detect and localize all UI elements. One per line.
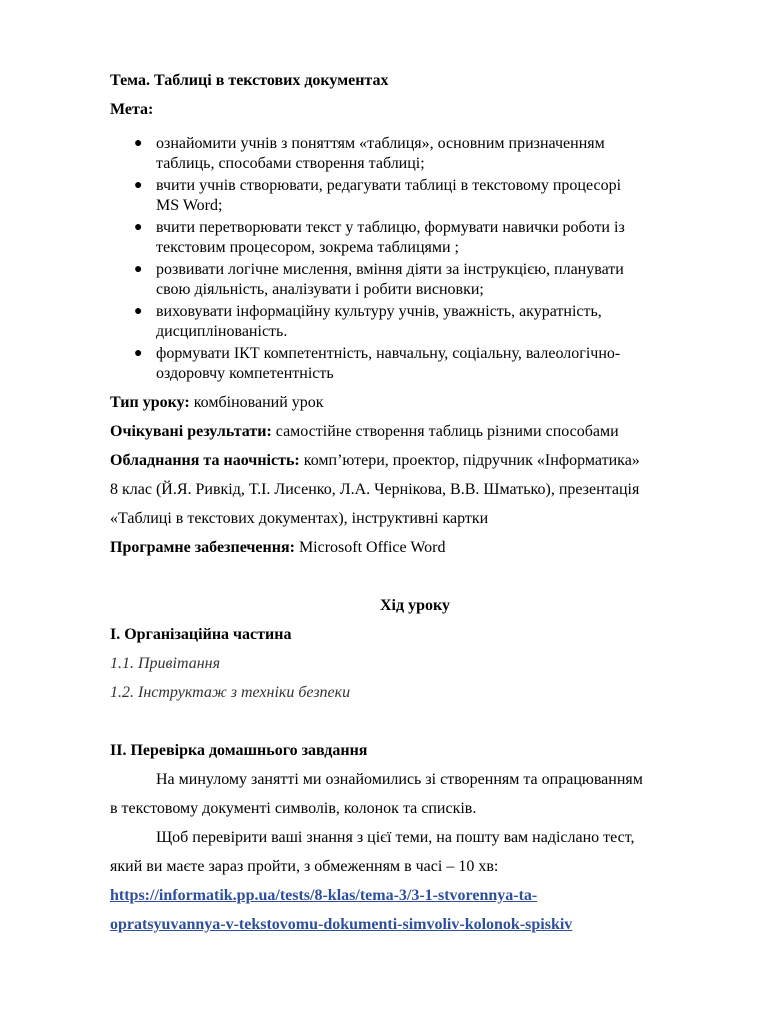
section1-sub1: 1.1. Привітання [110, 655, 221, 672]
topic-heading: Тема. Таблиці в текстових документах [110, 72, 389, 89]
goal-item-line2: MS Word; [156, 197, 223, 214]
lesson-type-row [110, 388, 720, 417]
document-page [110, 66, 720, 939]
goal-item-line2: оздоровчу компетентність [156, 365, 334, 382]
section2-title: ІІ. Перевірка домашнього завдання [110, 742, 368, 759]
equipment-row [110, 446, 720, 475]
goal-item-line1: ознайомити учнів з поняттям «таблиця», основним призначенням [156, 135, 605, 152]
course-title: Хід уроку [380, 597, 450, 614]
goal-heading: Мета: [110, 101, 154, 118]
goal-item-line1: вчити учнів створювати, редагувати таблиці в текстовому процесорі [156, 177, 622, 194]
goal-item [110, 344, 720, 384]
lesson-type-value: комбінований урок [189, 394, 324, 411]
results-row [110, 417, 720, 446]
section2-p1-line2: в текстовому документі символів, колонок та списків. [110, 800, 477, 817]
software-row [110, 533, 720, 562]
lesson-type-label: Тип уроку: [110, 394, 190, 411]
goal-item [110, 260, 720, 300]
goal-item-line2: таблиць, способами створення таблиці; [156, 155, 425, 172]
bullet-icon: ● [134, 136, 143, 151]
goal-item-line1: розвивати логічне мислення, вміння діяти за інструкцією, планувати [156, 261, 624, 278]
section2-p2-line1: Щоб перевірити ваші знання з цієї теми, на пошту вам надіслано тест, [156, 829, 635, 846]
test-link-line2-row [110, 910, 720, 939]
bullet-icon: ● [134, 304, 143, 319]
equipment-value-line2: 8 клас (Й.Я. Ривкід, Т.І. Лисенко, Л.А. Чернікова, В.В. Шматько), презентація [110, 481, 640, 498]
section1-title: І. Організаційна частина [110, 626, 292, 643]
goal-item [110, 134, 720, 174]
spacer [110, 562, 720, 591]
bullet-icon: ● [134, 262, 143, 277]
goal-item-line1: вчити перетворювати текст у таблицю, формувати навички роботи із [156, 219, 625, 236]
section2-p2-line2: який ви маєте зараз пройти, з обмеженням в часі – 10 хв: [110, 858, 499, 875]
goal-item-line2: свою діяльність, аналізувати і робити висновки; [156, 281, 484, 298]
equipment-value-line1: комп’ютери, проектор, підручник «Інформатика» [299, 452, 640, 469]
results-label: Очікувані результати: [110, 423, 272, 440]
goal-item [110, 176, 720, 216]
goal-item [110, 218, 720, 258]
goal-item-line1: формувати ІКТ компетентність, навчальну, соціальну, валеологічно- [156, 345, 621, 362]
spacer [110, 707, 720, 736]
bullet-icon: ● [134, 220, 143, 235]
goal-item-line2: дисциплінованість. [156, 323, 288, 340]
test-link-line2[interactable]: opratsyuvannya-v-tekstovomu-dokumenti-simvoliv-kolonok-spiskiv [110, 916, 573, 933]
equipment-label: Обладнання та наочність: [110, 452, 300, 469]
bullet-icon: ● [134, 346, 143, 361]
results-value: самостійне створення таблиць різними способами [271, 423, 619, 440]
goal-item [110, 302, 720, 342]
equipment-value-line3: «Таблиці в текстових документах), інструктивні картки [110, 510, 489, 527]
goal-item-line1: виховувати інформаційну культуру учнів, уважність, акуратність, [156, 303, 602, 320]
software-label: Програмне забезпечення: [110, 539, 295, 556]
goal-item-line2: текстовим процесором, зокрема таблицями ; [156, 239, 459, 256]
goal-list [110, 134, 720, 384]
section2-p1-line1: На минулому занятті ми ознайомились зі створенням та опрацюванням [156, 771, 643, 788]
test-link-line1[interactable]: https://informatik.pp.ua/tests/8-klas/tema-3/3-1-stvorennya-ta- [110, 887, 538, 904]
bullet-icon: ● [134, 178, 143, 193]
test-link-line1-row [110, 881, 720, 910]
section1-sub2: 1.2. Інструктаж з техніки безпеки [110, 684, 351, 701]
software-value: Microsoft Office Word [294, 539, 446, 556]
